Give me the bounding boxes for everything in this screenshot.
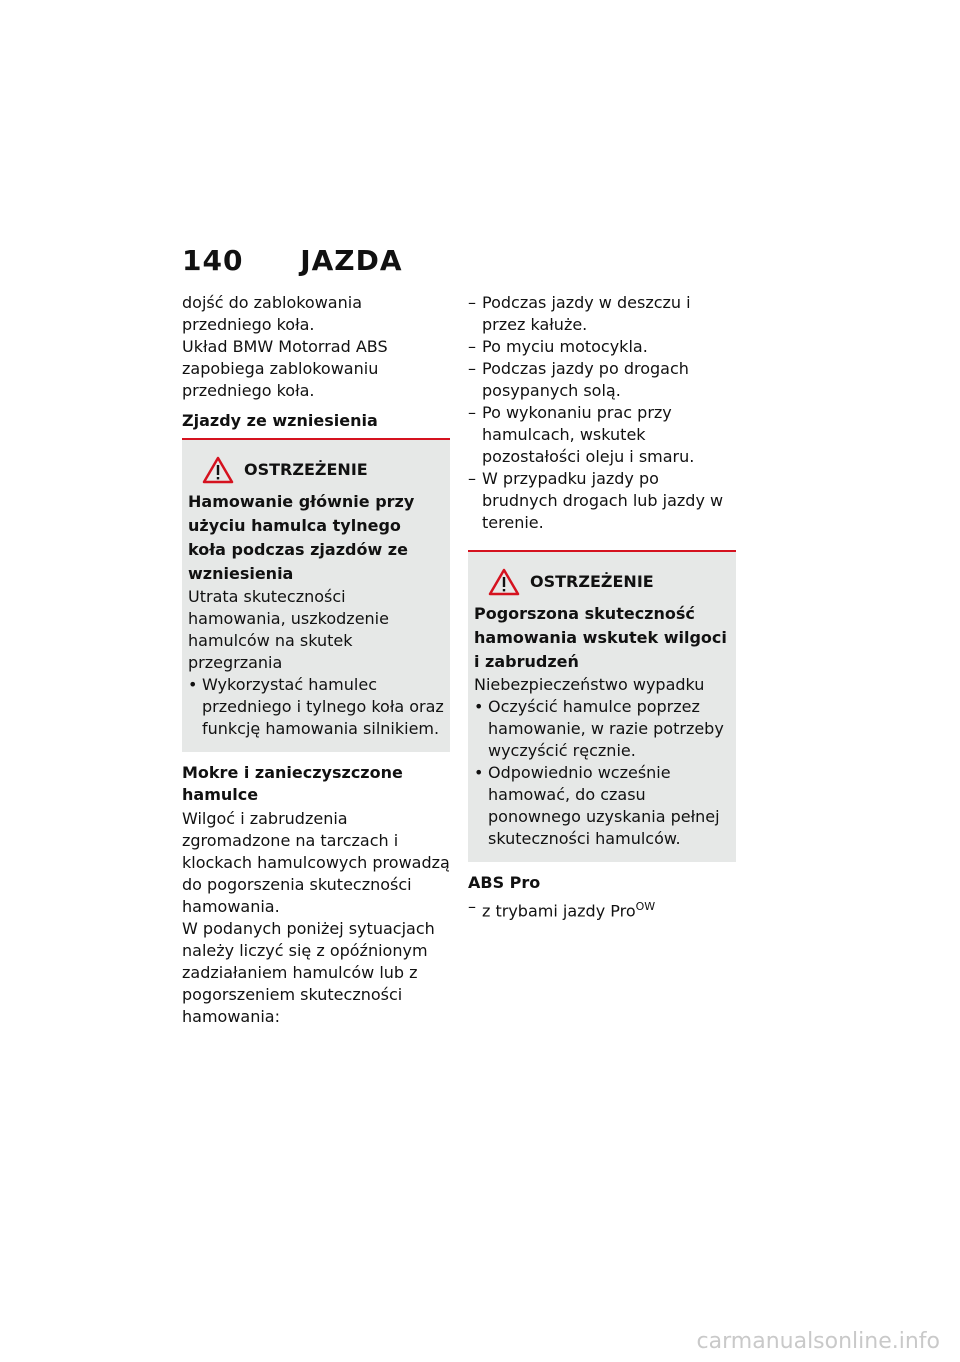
bullet-text: Wykorzystać hamulec przedniego i tylnego koła oraz funkcję hamowania silnikiem. [202,675,444,738]
left-column [182,292,450,1028]
warning-box-descent [182,438,450,752]
warning-box-wet [468,550,736,862]
list-item [468,336,736,358]
warning-triangle-icon [488,568,520,596]
option-code: OW [635,900,656,913]
dash-text: Podczas jazdy w deszczu i przez kałuże. [482,293,691,334]
bullet-text: Oczyścić hamulce poprzez hamowanie, w razie potrzeby wyczyścić ręcznie. [488,697,724,760]
intro-paragraph-1: dojść do zablokowania przedniego koła. [182,293,362,334]
dash-text: Po myciu motocykla. [482,337,648,356]
dash-text [482,896,655,922]
bullet-mark: • [474,763,484,782]
bullet-text: Odpowiednio wcześnie hamować, do czasu ponownego uzyskania pełnej skuteczności hamulców. [488,763,720,848]
dash-mark: – [468,469,476,488]
intro-paragraph-2: Układ BMW Motorrad ABS zapobiega zablokowaniu przedniego koła. [182,337,388,400]
list-item [468,896,736,922]
list-item [188,674,444,740]
dash-mark: – [468,403,476,422]
page-header [182,244,403,277]
abs-line: z trybami jazdy Pro [482,901,636,921]
warning-triangle-icon [202,456,234,484]
list-item [474,696,730,762]
section-heading-abs-pro: ABS Pro [468,873,541,892]
watermark: carmanualsonline.info [696,1329,940,1354]
right-column [468,292,736,922]
warning-title: OSTRZEŻENIE [244,460,368,479]
dash-mark: – [468,337,476,356]
warning-bold-text: Hamowanie głównie przy użyciu hamulca tylnego koła podczas zjazdów ze wzniesienia [188,492,415,583]
paragraph-wet-brakes-2: W podanych poniżej sytuacjach należy liczyć się z opóźnionym zadziałaniem hamulców lub z pogorszeniem skuteczności hamowania: [182,919,435,1026]
section-heading-descent: Zjazdy ze wzniesienia [182,411,378,430]
dash-text: W przypadku jazdy po brudnych drogach lub jazdy w terenie. [482,469,724,532]
dash-mark: – [468,293,476,312]
warning-header [202,456,444,484]
page-number: 140 [182,244,244,277]
bullet-mark: • [474,697,484,716]
warning-title: OSTRZEŻENIE [530,572,654,591]
dash-mark: – [468,897,476,916]
chapter-title: JAZDA [300,244,403,277]
warning-header [488,568,730,596]
warning-text: Niebezpieczeństwo wypadku [474,675,705,694]
section-heading-wet-brakes: Mokre i zanieczyszczone hamulce [182,763,403,804]
dash-text: Po wykonaniu prac przy hamulcach, wskutek pozostałości oleju i smaru. [482,403,695,466]
list-item [468,402,736,468]
paragraph-wet-brakes-1: Wilgoć i zabrudzenia zgromadzone na tarczach i klockach hamulcowych prowadzą do pogorszenia skuteczności hamowania. [182,809,450,916]
list-item [468,468,736,534]
dash-text: Podczas jazdy po drogach posypanych solą. [482,359,689,400]
list-item [468,358,736,402]
list-item [474,762,730,850]
warning-text: Utrata skuteczności hamowania, uszkodzenie hamulców na skutek przegrzania [188,587,389,672]
bullet-mark: • [188,675,198,694]
dash-mark: – [468,359,476,378]
list-item [468,292,736,336]
warning-bold-text: Pogorszona skuteczność hamowania wskutek wilgoci i zabrudzeń [474,604,727,671]
